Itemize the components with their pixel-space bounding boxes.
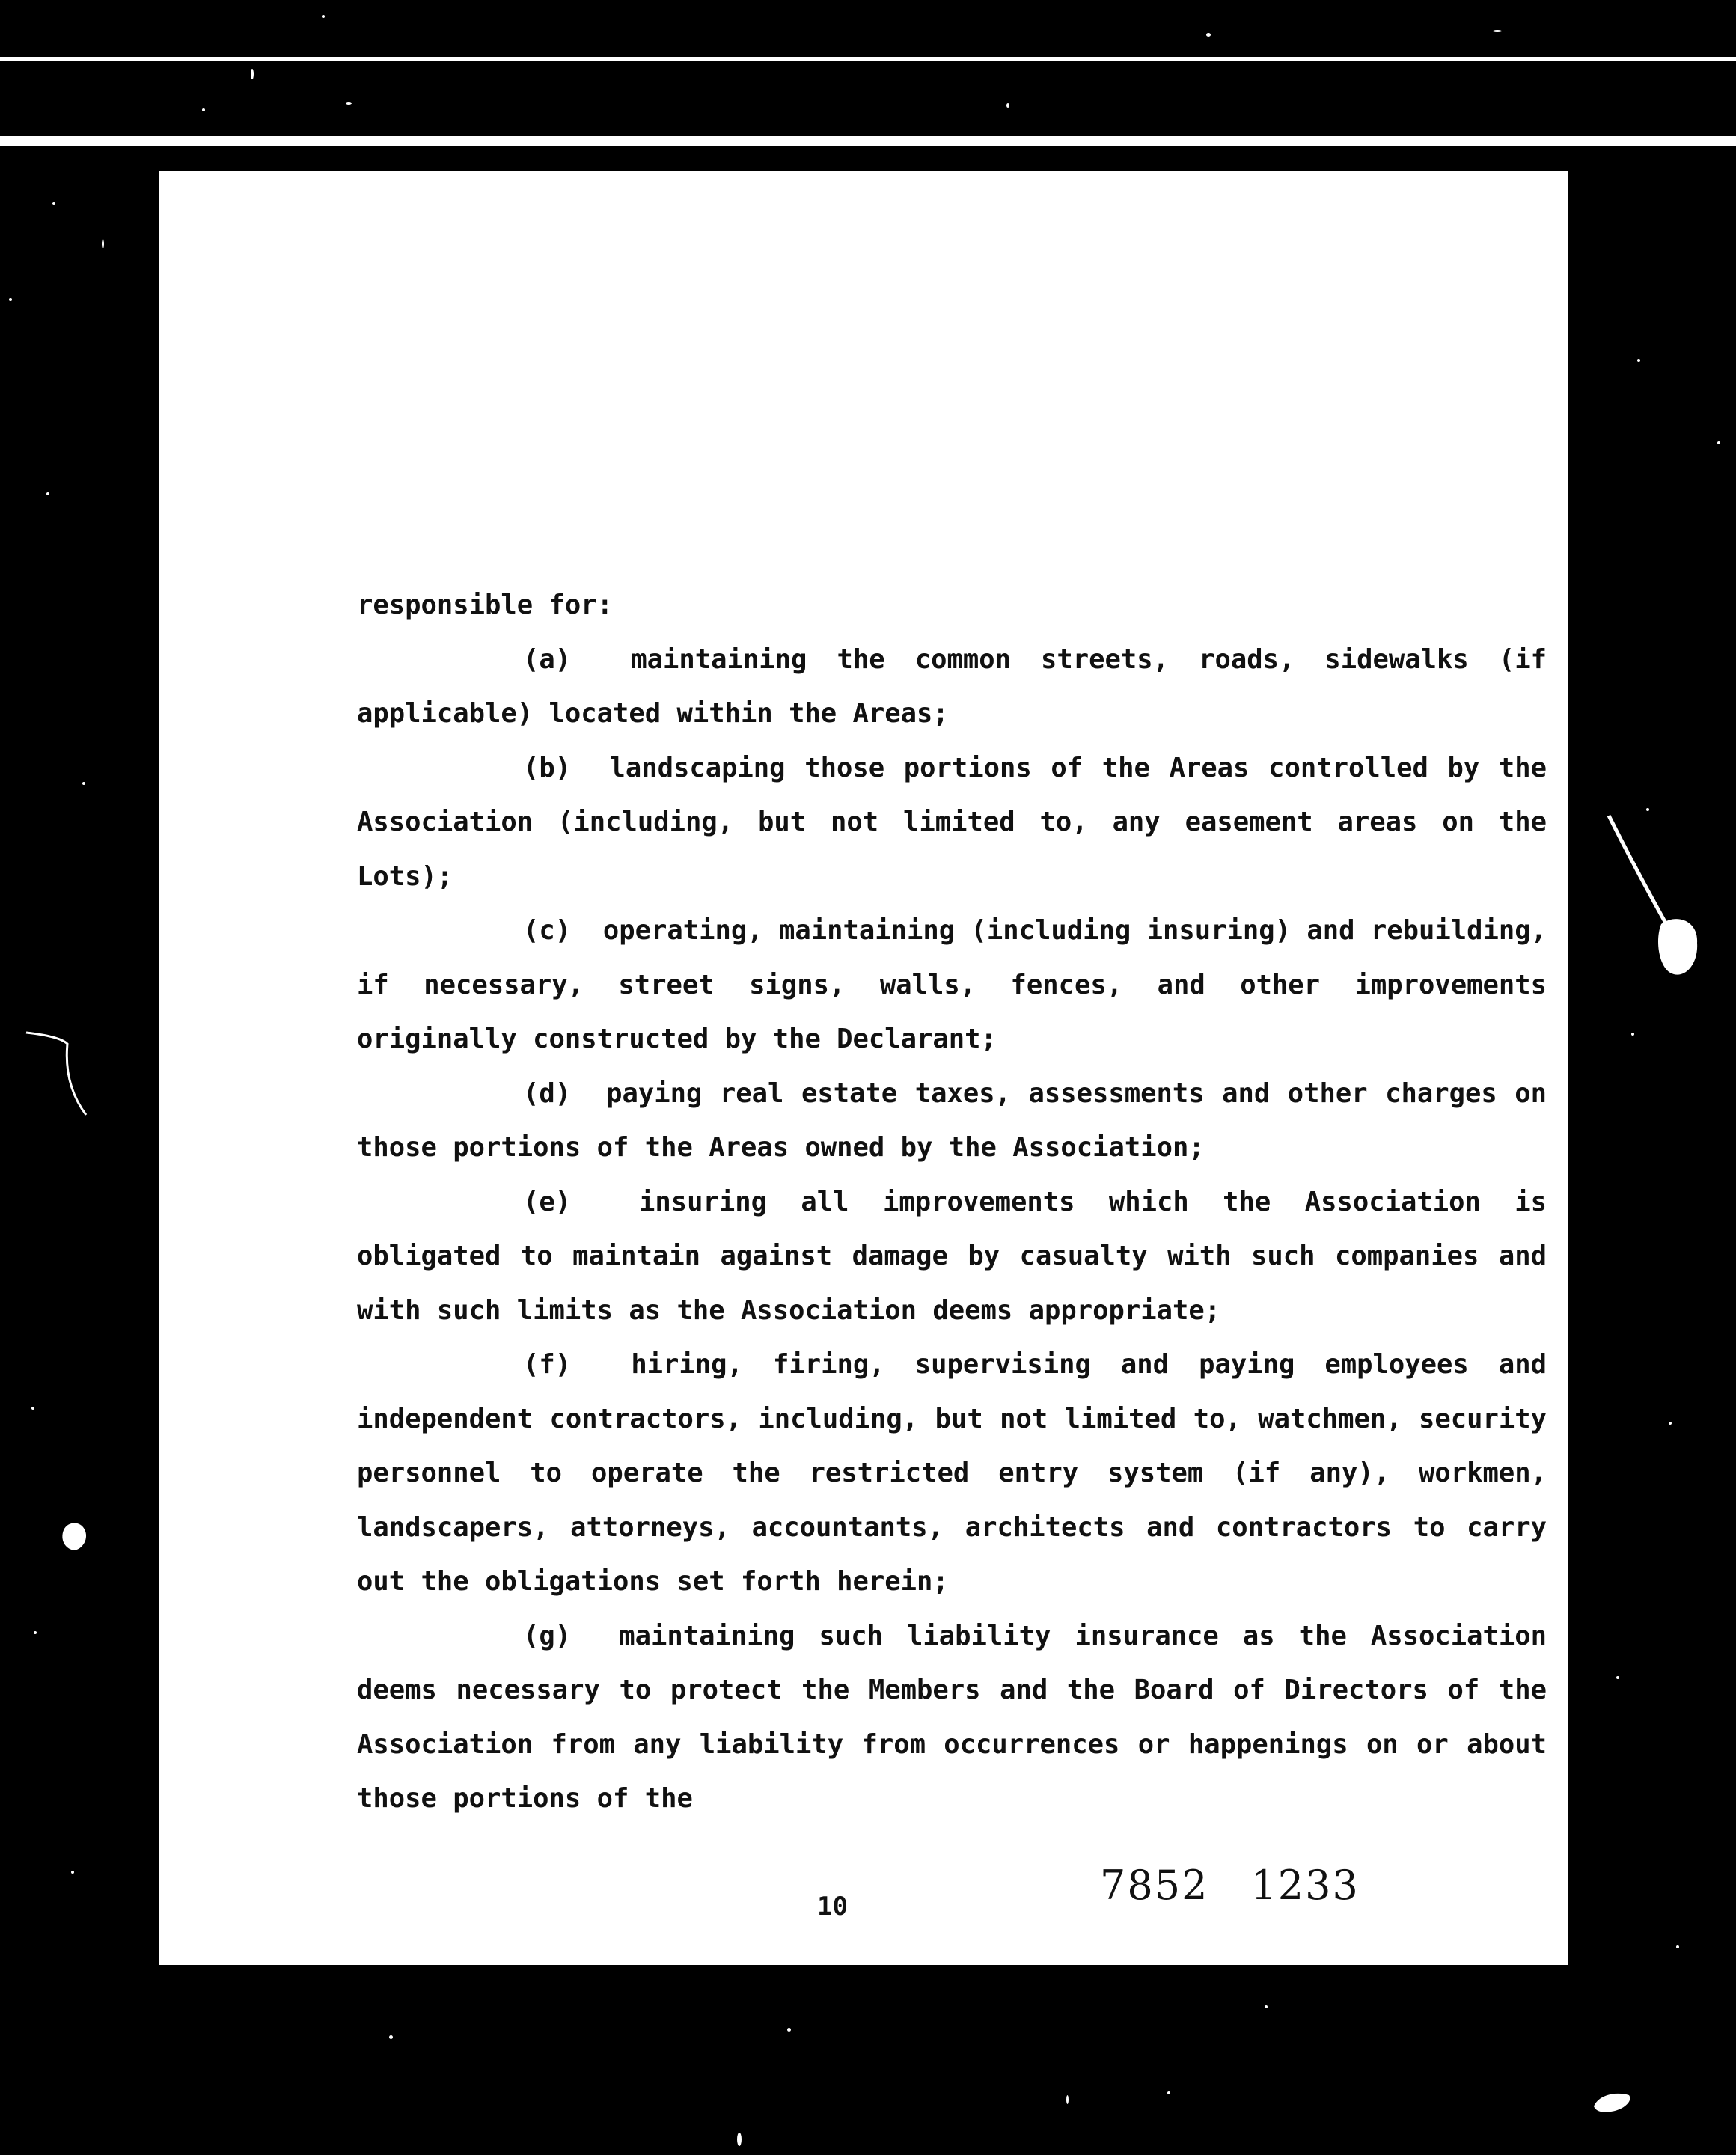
scan-speck	[251, 69, 254, 79]
scan-speck	[346, 102, 352, 105]
scan-speck	[1206, 33, 1211, 37]
record-book-number: 7852	[1100, 1862, 1209, 1909]
scan-speck	[1646, 808, 1649, 811]
item-marker: (c)	[523, 915, 572, 946]
document-page	[159, 171, 1568, 1965]
item-marker: (f)	[523, 1349, 572, 1380]
scan-speck	[1167, 2091, 1170, 2094]
scan-speck	[1066, 2095, 1069, 2104]
scan-speck	[1006, 103, 1009, 108]
item-text: maintaining the common streets, roads, sidewalks (if applicable) located within the Areas;	[357, 644, 1547, 729]
page-number: 10	[817, 1892, 848, 1922]
scan-speck	[34, 1631, 37, 1634]
list-item-c	[357, 904, 1547, 1067]
scan-speck	[9, 298, 12, 301]
list-item-e	[357, 1176, 1547, 1339]
document-body	[357, 578, 1547, 1827]
scan-speck	[389, 2035, 393, 2039]
scan-speck	[102, 239, 104, 248]
record-page-number: 1233	[1250, 1862, 1360, 1909]
item-text: insuring all improvements which the Association is obligated to maintain against damage by casualty with such companies and with such limits as the Association deems appropriate;	[357, 1186, 1547, 1326]
scan-speck	[1265, 2005, 1268, 2008]
item-marker: (e)	[523, 1186, 572, 1217]
list-item-f	[357, 1338, 1547, 1610]
item-text: operating, maintaining (including insuring) and rebuilding, if necessary, street signs, walls, fences, and other improvements originally constructed by the Declarant;	[357, 915, 1547, 1054]
list-item-b	[357, 742, 1547, 905]
scan-speck	[1493, 30, 1502, 32]
lead-in-text: responsible for:	[357, 590, 613, 620]
scan-speck	[1676, 1945, 1679, 1948]
list-item-d	[357, 1067, 1547, 1176]
scan-blot-artifact	[56, 1519, 94, 1556]
list-item-a	[357, 633, 1547, 742]
item-marker: (a)	[523, 644, 572, 675]
scan-speck	[202, 108, 205, 111]
item-text: hiring, firing, supervising and paying employees and independent contractors, including, but not limited to, watchmen, security personnel to operate the restricted entry system (if any), workmen, landscapers, attorneys, accountants, architects and contractors to carry out the obligations set forth herein;	[357, 1349, 1547, 1597]
list-item-g	[357, 1610, 1547, 1827]
scan-speck	[1717, 441, 1720, 444]
scan-speck	[31, 1407, 34, 1410]
scan-speck	[71, 1871, 74, 1874]
scan-speck	[1631, 1033, 1634, 1036]
scan-hair-artifact	[22, 1025, 97, 1130]
scan-speck	[1669, 1422, 1672, 1425]
item-text: maintaining such liability insurance as the Association deems necessary to protect the Members and the Board of Directors of the Association from any liability from occurrences or happenings on or about those portions of the	[357, 1620, 1547, 1814]
scan-speck	[46, 492, 49, 495]
scan-speck	[52, 202, 55, 205]
item-marker: (b)	[523, 752, 572, 783]
item-marker: (d)	[523, 1078, 572, 1109]
scan-speck	[1637, 359, 1640, 362]
item-text: landscaping those portions of the Areas controlled by the Association (including, but not limited to, any easement areas on the Lots);	[357, 752, 1547, 892]
scan-speck	[82, 782, 85, 785]
scan-speck	[737, 2133, 742, 2146]
scan-scratch-artifact	[1586, 808, 1736, 1003]
item-marker: (g)	[523, 1620, 572, 1651]
item-text: paying real estate taxes, assessments and other charges on those portions of the Areas owned by the Association;	[357, 1078, 1547, 1163]
scan-border-line-second	[0, 136, 1736, 146]
scan-speck	[787, 2028, 791, 2032]
recording-stamp	[1100, 1862, 1360, 1909]
scan-speck	[322, 15, 325, 18]
scan-blot-artifact	[1590, 2088, 1635, 2118]
scan-border-line-top	[0, 57, 1736, 61]
scan-speck	[1616, 1676, 1619, 1679]
